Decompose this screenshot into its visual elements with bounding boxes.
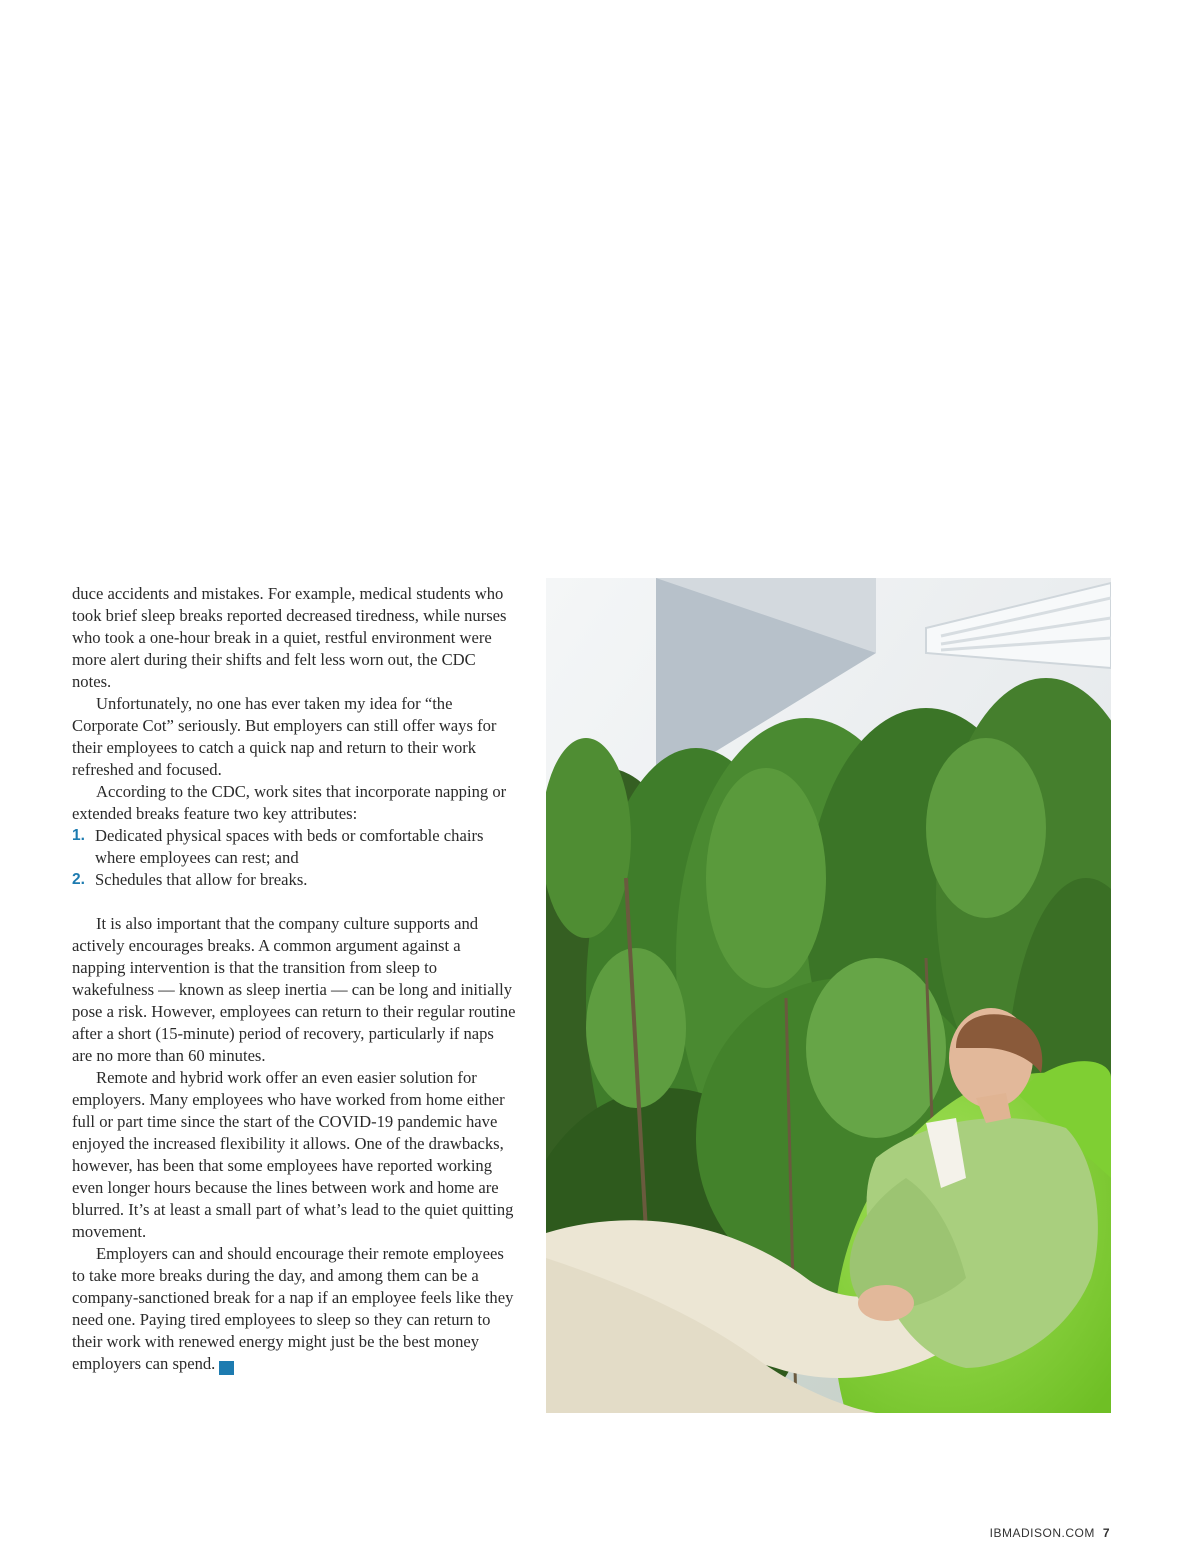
page-number: 7 <box>1102 1526 1110 1540</box>
article-photo <box>546 578 1111 1413</box>
end-of-article-icon: IB <box>219 1361 234 1375</box>
article-paragraph: According to the CDC, work sites that incorporate napping or extended breaks feature two key attributes: <box>72 782 507 823</box>
site-url: IBMADISON.COM <box>989 1526 1095 1540</box>
list-item <box>72 825 518 869</box>
article-column <box>72 583 518 1375</box>
list-item-text: Schedules that allow for breaks. <box>95 870 308 889</box>
list-item <box>72 869 518 891</box>
paragraph-spacer <box>72 891 518 913</box>
article-paragraph: It is also important that the company culture supports and actively encourages breaks. A common argument against a napping intervention is that the transition from sleep to wakefulness — known as sleep inertia — can be long and initially pose a risk. However, employees can return to their regular routine after a short (15-minute) period of recovery, particularly if naps are no more than 60 minutes. <box>72 914 516 1065</box>
article-paragraph: Remote and hybrid work offer an even easier solution for employers. Many employees who have worked from home either full or part time since the start of the COVID-19 pandemic have enjoyed the increased flexibility it allows. One of the drawbacks, however, has been that some employees have reported working even longer hours because the lines between work and home are blurred. It’s at least a small part of what’s lead to the quiet quitting movement. <box>72 1068 514 1241</box>
article-paragraph: Unfortunately, no one has ever taken my idea for “the Corporate Cot” seriously. But employers can still offer ways for their employees to catch a quick nap and return to their work refreshed and focused. <box>72 694 497 779</box>
list-item-text: Dedicated physical spaces with beds or comfortable chairs where employees can rest; and <box>95 826 484 867</box>
attributes-list <box>72 825 518 891</box>
article-paragraph-text: Employers can and should encourage their remote employees to take more breaks during the day, and among them can be a company-sanctioned break for a nap if an employee feels like they need one. Paying tired employees to sleep so they can return to their work with renewed energy might just be the best money employers can spend. <box>72 1244 514 1373</box>
list-number: 1. <box>72 827 85 844</box>
article-paragraph: duce accidents and mistakes. For example, medical students who took brief sleep breaks reported decreased tiredness, while nurses who took a one-hour break in a quiet, restful environment were more alert during their shifts and felt less worn out, the CDC notes. <box>72 584 507 691</box>
article-paragraph <box>72 1243 518 1375</box>
list-number: 2. <box>72 871 85 888</box>
page-footer <box>990 1526 1110 1540</box>
